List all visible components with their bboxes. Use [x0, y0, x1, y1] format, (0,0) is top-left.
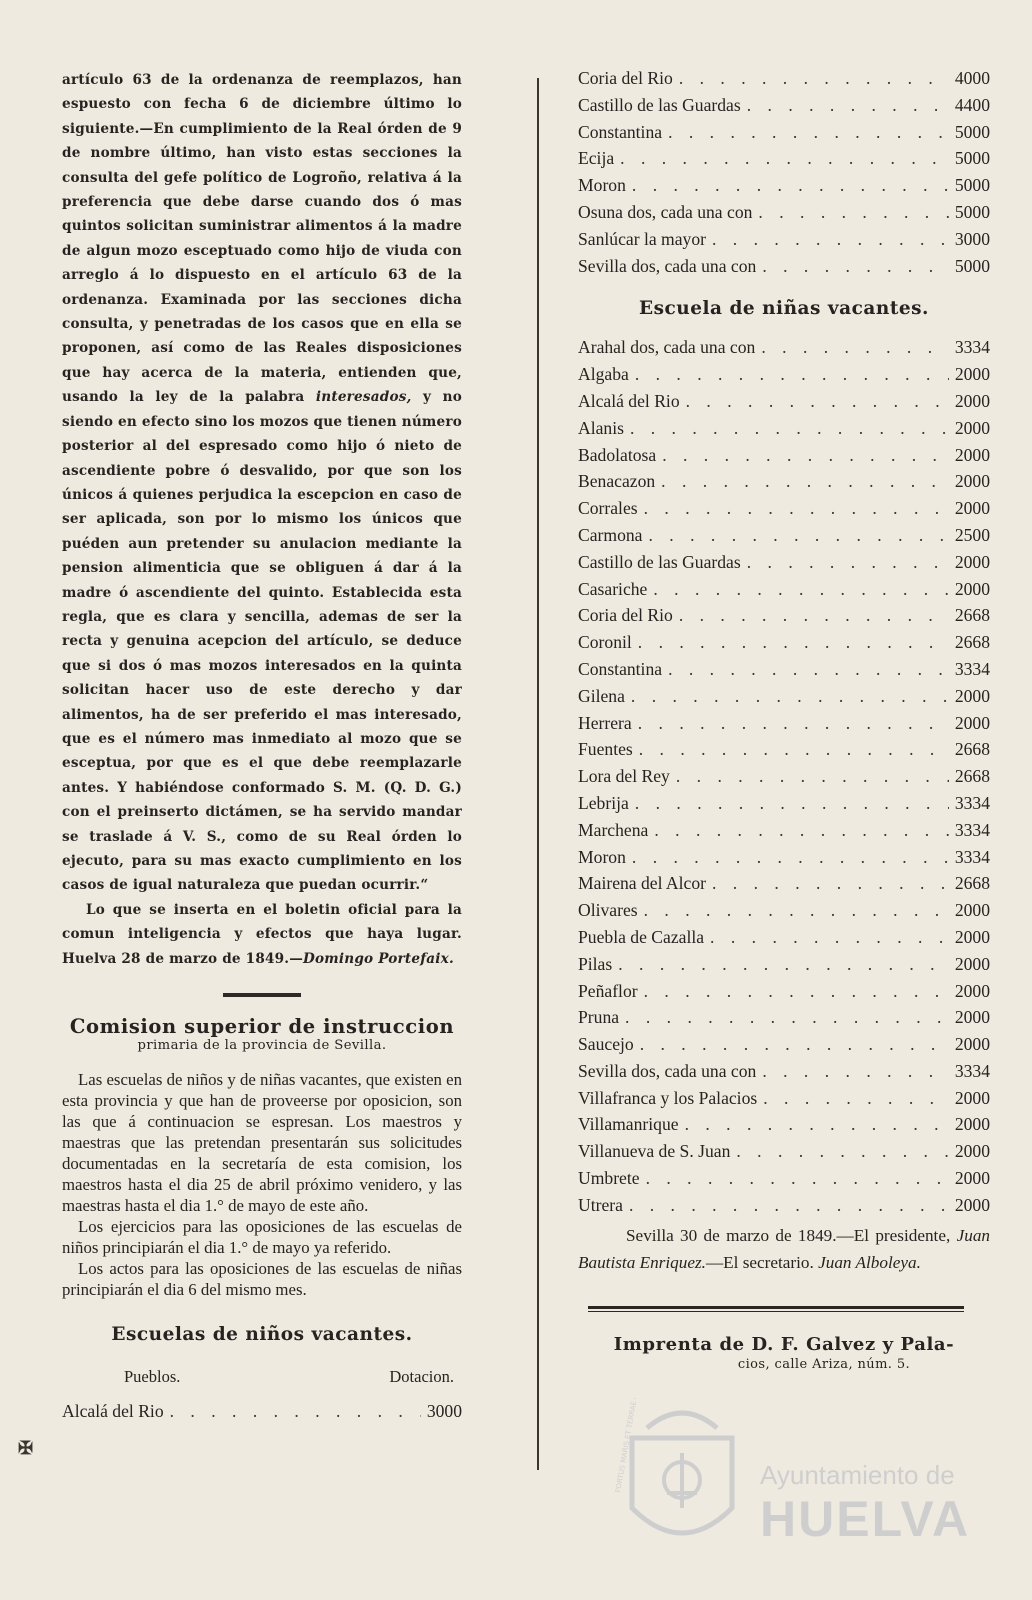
town-name: Peñaflor	[578, 980, 638, 1001]
town-name: Saucejo	[578, 1034, 634, 1055]
table-row	[578, 337, 990, 364]
watermark-line-1: Ayuntamiento de	[760, 1460, 955, 1490]
announcement-paragraph-2: Los ejercicios para las oposiciones de las escuelas de niños principiarán el dia 1.° de mayo ya referido.	[62, 1217, 462, 1258]
leader-dots	[661, 471, 949, 492]
salary-value: 5000	[954, 148, 990, 169]
salary-value: 2668	[954, 739, 990, 760]
table-row	[578, 579, 990, 606]
town-name: Coronil	[578, 632, 632, 653]
salary-value: 5000	[954, 175, 990, 196]
signature-lead: Sevilla 30 de marzo de 1849.—El presidente,	[626, 1225, 951, 1245]
town-name: Pilas	[578, 953, 613, 974]
table-row	[578, 820, 990, 847]
table-row	[578, 793, 990, 820]
salary-value: 5000	[954, 121, 990, 142]
leader-dots	[762, 1061, 948, 1082]
leader-dots	[762, 256, 948, 277]
leader-dots	[635, 364, 949, 385]
leader-dots	[638, 632, 949, 653]
ninas-table	[578, 337, 990, 1221]
town-name: Sevilla dos, cada una con	[578, 1060, 757, 1081]
town-name: Olivares	[578, 900, 638, 921]
leader-dots	[649, 525, 949, 546]
town-name: Alcalá del Rio	[62, 1401, 164, 1422]
salary-value: 3000	[426, 1401, 462, 1422]
town-name: Umbrete	[578, 1168, 640, 1189]
salary-value: 5000	[954, 201, 990, 222]
town-name: Alcalá del Rio	[578, 390, 680, 411]
table-row	[578, 739, 990, 766]
town-name: Castillo de las Guardas	[578, 551, 741, 572]
section-separator	[223, 993, 301, 997]
leader-dots	[685, 1114, 949, 1135]
salary-value: 3000	[954, 228, 990, 249]
table-row	[578, 873, 990, 900]
right-column	[578, 68, 990, 1372]
table-row	[578, 632, 990, 659]
table-row	[578, 498, 990, 525]
town-name: Badolatosa	[578, 444, 657, 465]
ninos-section-title: Escuelas de niños vacantes.	[111, 1324, 413, 1346]
salary-value: 2000	[954, 1034, 990, 1055]
salary-value: 2000	[954, 953, 990, 974]
decree-paragraph-1: artículo 63 de la ordenanza de reemplazos, han espuesto con fecha 6 de diciembre último lo siguiente.—En cumplimiento de la Real órden de 9 de nombre último, han visto estas secciones la consulta del gefe político de Logroño, relativa á la preferencia que debe darse cuando dos ó mas quintos solicitan suministrar alimentos á la madre de algun mozo esceptuado como hijo de viuda con arreglo á lo dispuesto en el artículo 63 de la ordenanza. Examinada por las secciones dicha consulta, y penetradas de los casos que en ella se proponen, así como de las Reales disposiciones que hay acerca de la materia, entienden que, usando la ley de la palabra	[62, 72, 462, 406]
town-name: Fuentes	[578, 739, 633, 760]
salary-value: 5000	[954, 255, 990, 276]
column-header-dotacion: Dotacion.	[389, 1367, 454, 1387]
town-name: Ecija	[578, 148, 615, 169]
table-row	[578, 445, 990, 472]
table-row	[578, 659, 990, 686]
salary-value: 2000	[954, 390, 990, 411]
left-column	[62, 68, 462, 1429]
town-name: Coria del Rio	[578, 605, 673, 626]
announcement-paragraph-1: Las escuelas de niños y de niñas vacantes, que existen en esta provincia y que han de proveerse por oposicion, son las que á continuacion se espresan. Los maestros y maestras que las pretendan presentarán sus solicitudes documentadas en la secretaría de esta comision, los maestros hasta el dia 25 de abril próximo venidero, y las maestras hasta el dia 1.° de mayo de este año.	[62, 1070, 462, 1216]
salary-value: 2500	[954, 524, 990, 545]
town-name: Arahal dos, cada una con	[578, 337, 756, 358]
margin-mark: ✠	[18, 1438, 34, 1459]
table-row	[578, 525, 990, 552]
leader-dots	[638, 713, 949, 734]
president-name: Juan Bautista Enriquez.	[578, 1225, 991, 1272]
leader-dots	[710, 927, 949, 948]
leader-dots	[640, 1034, 949, 1055]
leader-dots	[639, 739, 949, 760]
decree-text	[62, 68, 462, 898]
table-row	[578, 900, 990, 927]
table-row	[578, 256, 990, 283]
leader-dots	[170, 1401, 421, 1422]
salary-value: 2000	[954, 685, 990, 706]
salary-value: 2000	[954, 1007, 990, 1028]
salary-value: 3334	[954, 658, 990, 679]
leader-dots	[629, 1195, 949, 1216]
salary-value: 3334	[954, 846, 990, 867]
leader-dots	[654, 820, 948, 841]
town-name: Gilena	[578, 685, 625, 706]
table-row	[578, 927, 990, 954]
footer-rule	[588, 1306, 964, 1312]
salary-value: 2668	[954, 632, 990, 653]
town-name: Casariche	[578, 578, 648, 599]
salary-value: 2000	[954, 926, 990, 947]
leader-dots	[635, 793, 949, 814]
table-row	[578, 1114, 990, 1141]
table-row	[578, 1061, 990, 1088]
leader-dots	[653, 579, 948, 600]
leader-dots	[758, 202, 948, 223]
leader-dots	[763, 1088, 949, 1109]
salary-value: 2000	[954, 364, 990, 385]
table-row	[578, 391, 990, 418]
town-name: Constantina	[578, 121, 663, 142]
table-row	[578, 1141, 990, 1168]
table-row	[578, 1088, 990, 1115]
leader-dots	[630, 418, 949, 439]
watermark-line-2: HUELVA	[760, 1491, 971, 1547]
leader-dots	[676, 766, 949, 787]
table-row	[578, 1007, 990, 1034]
leader-dots	[679, 68, 949, 89]
salary-value: 4000	[954, 68, 990, 88]
governor-signature: Domingo Portefaix.	[303, 950, 454, 967]
town-name: Constantina	[578, 658, 663, 679]
table-row	[578, 981, 990, 1008]
leader-dots	[736, 1141, 948, 1162]
town-name: Sevilla dos, cada una con	[578, 255, 757, 276]
insertion-note-text: Lo que se inserta en el boletin oficial para la comun inteligencia y efectos que haya lugar. Huelva 28 de marzo de 1849.—	[62, 901, 462, 967]
town-name: Castillo de las Guardas	[578, 94, 741, 115]
salary-value: 4400	[954, 94, 990, 115]
town-name: Benacazon	[578, 471, 656, 492]
table-row	[62, 1401, 462, 1429]
leader-dots	[686, 391, 949, 412]
salary-value: 2000	[954, 1141, 990, 1162]
table-row	[578, 954, 990, 981]
salary-value: 2000	[954, 1194, 990, 1215]
leader-dots	[644, 981, 949, 1002]
town-name: Moron	[578, 175, 626, 196]
table-row	[578, 95, 990, 122]
table-row	[578, 1195, 990, 1222]
salary-value: 2000	[954, 471, 990, 492]
leader-dots	[644, 498, 949, 519]
town-name: Villamanrique	[578, 1114, 679, 1135]
imprint-line-1: Imprenta de D. F. Galvez y Pala-	[613, 1333, 955, 1355]
salary-value: 2000	[954, 551, 990, 572]
announcement-paragraph-3: Los actos para las oposiciones de las escuelas de niñas principiarán el dia 6 del mismo mes.	[62, 1259, 462, 1300]
insertion-note	[62, 898, 462, 971]
table-row	[578, 471, 990, 498]
table-row	[578, 686, 990, 713]
salary-value: 2000	[954, 1114, 990, 1135]
leader-dots	[712, 873, 949, 894]
town-name: Marchena	[578, 819, 649, 840]
salary-value: 2668	[954, 766, 990, 787]
table-row	[578, 1168, 990, 1195]
secretary-label: —El secretario.	[705, 1252, 814, 1272]
leader-dots	[632, 175, 949, 196]
town-name: Alanis	[578, 417, 624, 438]
town-name: Algaba	[578, 364, 629, 385]
town-name: Utrera	[578, 1194, 623, 1215]
leader-dots	[668, 122, 949, 143]
leader-dots	[679, 605, 949, 626]
table-row	[578, 847, 990, 874]
table-row	[578, 68, 990, 95]
town-name: Sanlúcar la mayor	[578, 228, 706, 249]
coat-of-arms-icon	[612, 1398, 752, 1568]
leader-dots	[747, 552, 949, 573]
salary-value: 3334	[954, 792, 990, 813]
leader-dots	[631, 686, 949, 707]
leader-dots	[761, 337, 948, 358]
leader-dots	[620, 148, 949, 169]
ninas-section-title: Escuela de niñas vacantes.	[639, 298, 929, 320]
salary-value: 3334	[954, 337, 990, 358]
town-name: Villanueva de S. Juan	[578, 1141, 731, 1162]
decree-emphasis: interesados,	[315, 389, 412, 406]
town-name: Herrera	[578, 712, 632, 733]
table-header	[62, 1367, 462, 1387]
salary-value: 2668	[954, 605, 990, 626]
town-name: Mairena del Alcor	[578, 873, 706, 894]
leader-dots	[646, 1168, 949, 1189]
salary-value: 2000	[954, 900, 990, 921]
town-name: Carmona	[578, 524, 643, 545]
leader-dots	[662, 445, 949, 466]
table-row	[578, 418, 990, 445]
secretary-name: Juan Alboleya.	[818, 1252, 921, 1272]
ninos-table	[578, 68, 990, 282]
town-name: Lora del Rey	[578, 766, 670, 787]
salary-value: 2000	[954, 498, 990, 519]
table-row	[578, 148, 990, 175]
leader-dots	[668, 659, 949, 680]
table-row	[578, 202, 990, 229]
commission-subheading: primaria de la provincia de Sevilla.	[137, 1038, 387, 1054]
leader-dots	[747, 95, 949, 116]
town-name: Moron	[578, 846, 626, 867]
table-row	[578, 766, 990, 793]
salary-value: 2000	[954, 980, 990, 1001]
town-name: Lebrija	[578, 792, 629, 813]
table-row	[578, 364, 990, 391]
emblem-motto: PORTUS MARIS ET TERRAE CUSTODIA	[614, 1398, 645, 1494]
column-header-pueblos: Pueblos.	[124, 1367, 181, 1387]
decree-paragraph-2: y no siendo en efecto sino los mozos que tienen número posterior al del espresado como hijo ó nieto de ascendiente pobre ó desvalido, por que son los únicos á quienes perjudica la escepcion en caso de ser aplicada, son por lo mismo los únicos que puéden aun pretender su anulacion mediante la pension alimenticia que se obliguen á dar á la madre ó ascendiente del quinto. Establecida esta regla, que es clara y sencilla, ademas de ser la recta y genuina acepcion del artículo, se deduce que si dos ó mas mozos interesados en la quinta solicitan hacer uso de este derecho y dar alimentos, ha de ser preferido el mas interesado, que es el número mas inmediato al mozo que se esceptua, por que es el que debe reemplazarle antes. Y habiéndose conformado S. M. (Q. D. G.) con el preinserto dictámen, se ha servido mandar se traslade á V. S., como de su Real órden lo ejecuto, para su mas exacto cumplimiento en los casos de igual naturaleza que puedan ocurrir.“	[62, 389, 463, 894]
leader-dots	[632, 847, 949, 868]
salary-value: 2668	[954, 873, 990, 894]
leader-dots	[618, 954, 949, 975]
commission-heading: Comision superior de instruccion	[69, 1015, 455, 1039]
salary-value: 2000	[954, 1168, 990, 1189]
town-name: Villafranca y los Palacios	[578, 1087, 758, 1108]
table-row	[578, 605, 990, 632]
imprint-line-2: cios, calle Ariza, núm. 5.	[737, 1356, 911, 1372]
signature-block	[578, 1222, 990, 1276]
archive-watermark	[612, 1398, 972, 1568]
salary-value: 3334	[954, 1060, 990, 1081]
table-row	[578, 122, 990, 149]
town-name: Coria del Rio	[578, 68, 673, 88]
salary-value: 2000	[954, 1087, 990, 1108]
table-row	[578, 229, 990, 256]
salary-value: 2000	[954, 712, 990, 733]
salary-value: 2000	[954, 578, 990, 599]
column-divider	[537, 78, 539, 1470]
table-row	[578, 713, 990, 740]
town-name: Osuna dos, cada una con	[578, 201, 753, 222]
leader-dots	[712, 229, 949, 250]
town-name: Corrales	[578, 498, 638, 519]
town-name: Puebla de Cazalla	[578, 926, 705, 947]
table-row	[578, 175, 990, 202]
salary-value: 3334	[954, 819, 990, 840]
leader-dots	[644, 900, 949, 921]
table-row	[578, 552, 990, 579]
table-row	[578, 1034, 990, 1061]
leader-dots	[625, 1007, 949, 1028]
salary-value: 2000	[954, 444, 990, 465]
town-name: Pruna	[578, 1007, 620, 1028]
salary-value: 2000	[954, 417, 990, 438]
